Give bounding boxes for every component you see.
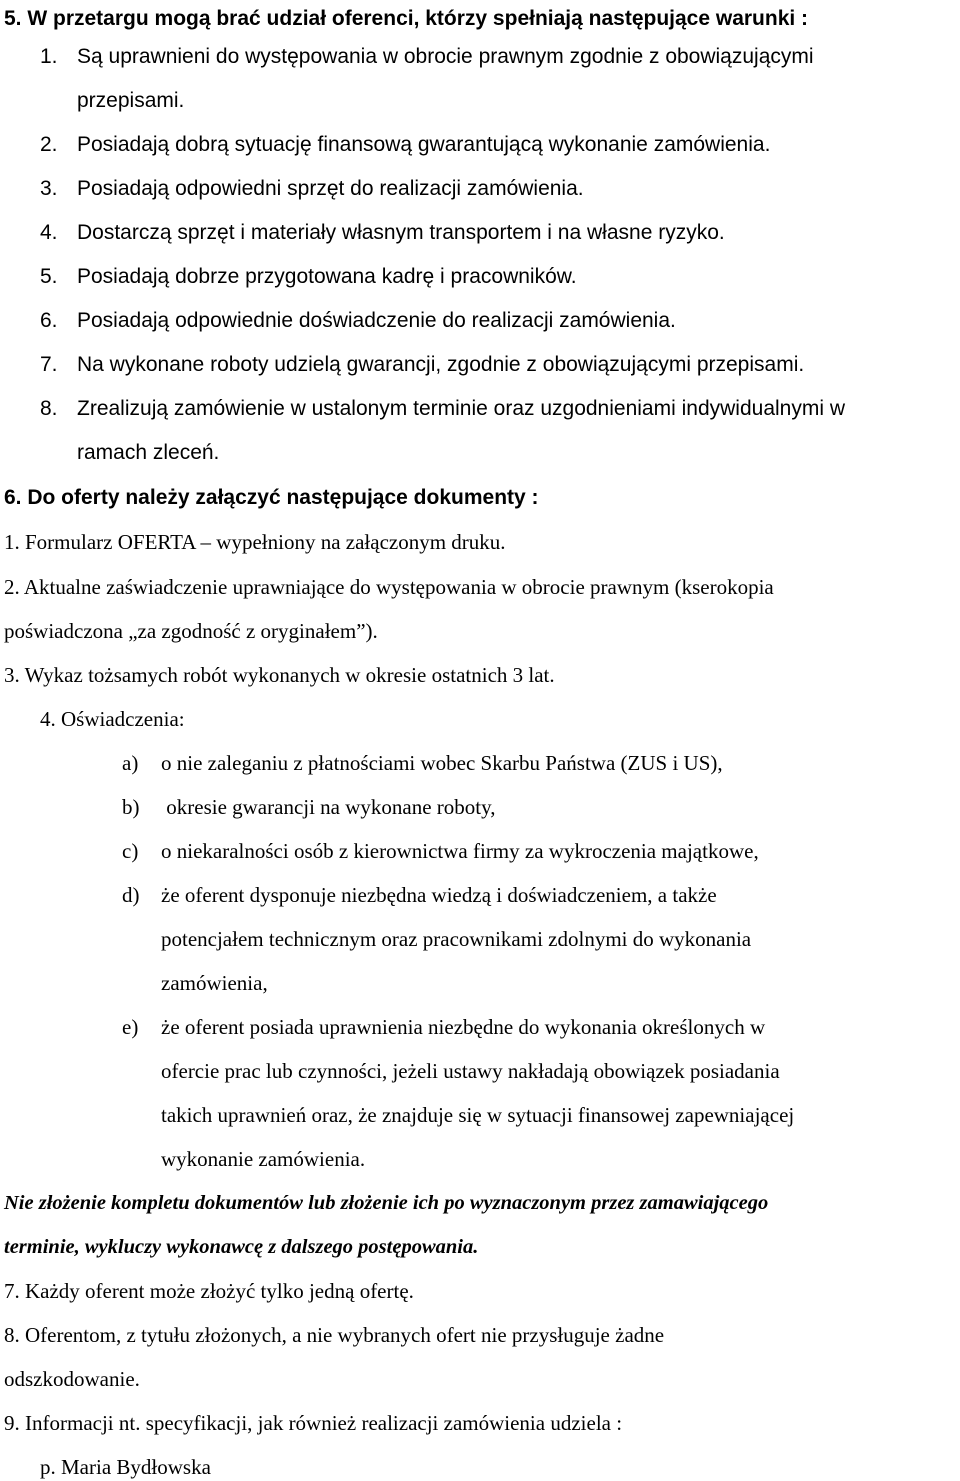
condition-text: Zrealizują zamówienie w ustalonym terminie oraz uzgodnieniami indywidualnymi w (77, 397, 845, 420)
statement-label: d) (122, 883, 140, 907)
statement-label: e) (122, 1015, 139, 1039)
condition-item-8-continuation: ramach zleceń. (77, 441, 220, 464)
condition-text: Dostarczą sprzęt i materiały własnym transportem i na własne ryzyko. (77, 221, 725, 244)
statement-item-a (122, 750, 723, 776)
condition-number: 8. (40, 397, 58, 420)
statement-item-d (122, 882, 717, 908)
statement-item-e-line-3: takich uprawnień oraz, że znajduje się w sytuacji finansowej zapewniającej (161, 1103, 795, 1127)
section-6-heading: 6. Do oferty należy załączyć następujące dokumenty : (4, 486, 539, 509)
statement-text: o niekaralności osób z kierownictwa firmy za wykroczenia majątkowe, (161, 839, 759, 863)
condition-number: 5. (40, 265, 58, 288)
condition-item-2 (40, 132, 770, 158)
statement-text: że oferent posiada uprawnienia niezbędne do wykonania określonych w (161, 1015, 766, 1039)
statement-item-e-line-2: ofercie prac lub czynności, jeżeli ustawy nakładają obowiązek posiadania (161, 1059, 780, 1083)
document-item-1: 1. Formularz OFERTA – wypełniony na załączonym druku. (4, 530, 506, 554)
condition-number: 2. (40, 133, 58, 156)
statement-text: o nie zaleganiu z płatnościami wobec Skarbu Państwa (ZUS i US), (161, 751, 723, 775)
statement-text: okresie gwarancji na wykonane roboty, (161, 795, 496, 819)
section-8-line-1: 8. Oferentom, z tytułu złożonych, a nie wybranych ofert nie przysługuje żadne (4, 1323, 665, 1347)
condition-number: 4. (40, 221, 58, 244)
condition-item-1-continuation: przepisami. (77, 89, 185, 112)
condition-item-3 (40, 176, 584, 202)
contact-person: p. Maria Bydłowska (40, 1455, 211, 1479)
statement-text: że oferent dysponuje niezbędna wiedzą i doświadczeniem, a także (161, 883, 717, 907)
condition-text: Posiadają dobrą sytuację finansową gwarantującą wykonanie zamówienia. (77, 133, 771, 156)
section-7: 7. Każdy oferent może złożyć tylko jedną ofertę. (4, 1279, 414, 1303)
document-item-3: 3. Wykaz tożsamych robót wykonanych w okresie ostatnich 3 lat. (4, 663, 555, 687)
condition-item-6 (40, 308, 676, 334)
statement-label: c) (122, 839, 139, 863)
condition-item-7 (40, 352, 804, 378)
section-9-line-1: 9. Informacji nt. specyfikacji, jak również realizacji zamówienia udziela : (4, 1411, 623, 1435)
warning-line-2: terminie, wykluczy wykonawcę z dalszego postępowania. (4, 1236, 479, 1258)
section-5-heading: 5. W przetargu mogą brać udział oferenci, którzy spełniają następujące warunki : (4, 7, 809, 30)
statement-item-d-line-3: zamówienia, (161, 971, 268, 995)
condition-number: 3. (40, 177, 58, 200)
document-item-2-line-1: 2. Aktualne zaświadczenie uprawniające do występowania w obrocie prawnym (kserokopia (4, 575, 774, 599)
condition-item-8 (40, 396, 845, 422)
condition-text: Posiadają odpowiedni sprzęt do realizacji zamówienia. (77, 177, 584, 200)
statement-item-c (122, 838, 759, 864)
condition-text: Na wykonane roboty udzielą gwarancji, zgodnie z obowiązującymi przepisami. (77, 353, 805, 376)
document-item-2-line-2: poświadczona „za zgodność z oryginałem”). (4, 619, 378, 643)
section-8-line-2: odszkodowanie. (4, 1367, 140, 1391)
condition-item-1 (40, 44, 814, 70)
statement-item-d-line-2: potencjałem technicznym oraz pracownikami zdolnymi do wykonania (161, 927, 752, 951)
statement-label: b) (122, 795, 140, 819)
statement-label: a) (122, 751, 139, 775)
statement-item-b (122, 794, 496, 820)
condition-number: 7. (40, 353, 58, 376)
statement-item-e (122, 1014, 765, 1040)
condition-number: 1. (40, 45, 58, 68)
warning-line-1: Nie złożenie kompletu dokumentów lub złożenie ich po wyznaczonym przez zamawiającego (4, 1192, 769, 1214)
condition-text: Są uprawnieni do występowania w obrocie prawnym zgodnie z obowiązującymi (77, 45, 814, 68)
condition-text: Posiadają odpowiednie doświadczenie do realizacji zamówienia. (77, 309, 676, 332)
condition-item-5 (40, 264, 577, 290)
condition-item-4 (40, 220, 725, 246)
condition-number: 6. (40, 309, 58, 332)
document-item-4: 4. Oświadczenia: (40, 707, 185, 731)
condition-text: Posiadają dobrze przygotowana kadrę i pracowników. (77, 265, 577, 288)
statement-item-e-line-4: wykonanie zamówienia. (161, 1147, 366, 1171)
